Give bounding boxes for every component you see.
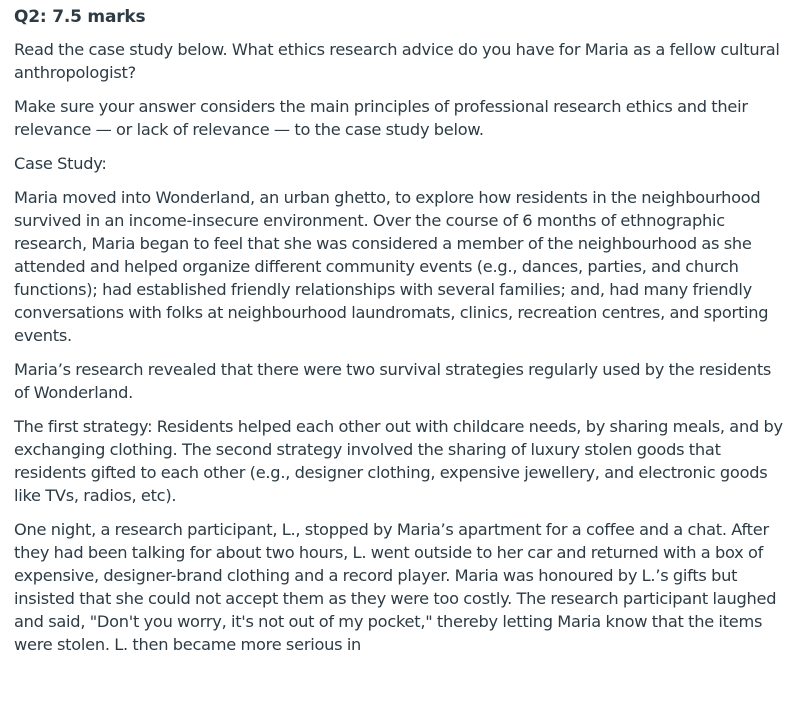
question-instruction: Make sure your answer considers the main principles of professional research ethics and their relevance — or lack of relevance — to the case study below. xyxy=(14,97,748,139)
question-heading: Q2: 7.5 marks xyxy=(14,7,146,27)
question-container xyxy=(14,6,786,667)
case-paragraph-incident: One night, a research participant, L., stopped by Maria’s apartment for a coffee and a chat. After they had been talking for about two hours, L. went outside to her car and returned with a box of expensive, designer-brand clothing and a record player. Maria was honoured by L.’s gifts but insisted that she could not accept them as they were too costly. The research participant laughed and said, "Don't you worry, it's not out of my pocket," thereby letting Maria know that the items were stolen. L. then became more serious in xyxy=(14,520,777,654)
case-paragraph-strategies: The first strategy: Residents helped each other out with childcare needs, by sharing meals, and by exchanging clothing. The second strategy involved the sharing of luxury stolen goods that residents gifted to each other (e.g., designer clothing, expensive jewellery, and electronic goods like TVs, radios, etc). xyxy=(14,417,783,505)
case-paragraph-intro: Maria moved into Wonderland, an urban ghetto, to explore how residents in the neighbourhood survived in an income-insecure environment. Over the course of 6 months of ethnographic research, Maria began to feel that she was considered a member of the neighbourhood as she attended and helped organize different community events (e.g., dances, parties, and church functions); had established friendly relationships with several families; and, had many friendly conversations with folks at neighbourhood laundromats, clinics, recreation centres, and sporting events. xyxy=(14,188,769,345)
question-prompt: Read the case study below. What ethics research advice do you have for Maria as a fellow cultural anthropologist? xyxy=(14,40,780,82)
case-study-label: Case Study: xyxy=(14,154,107,173)
case-paragraph-findings: Maria’s research revealed that there were two survival strategies regularly used by the residents of Wonderland. xyxy=(14,360,772,402)
